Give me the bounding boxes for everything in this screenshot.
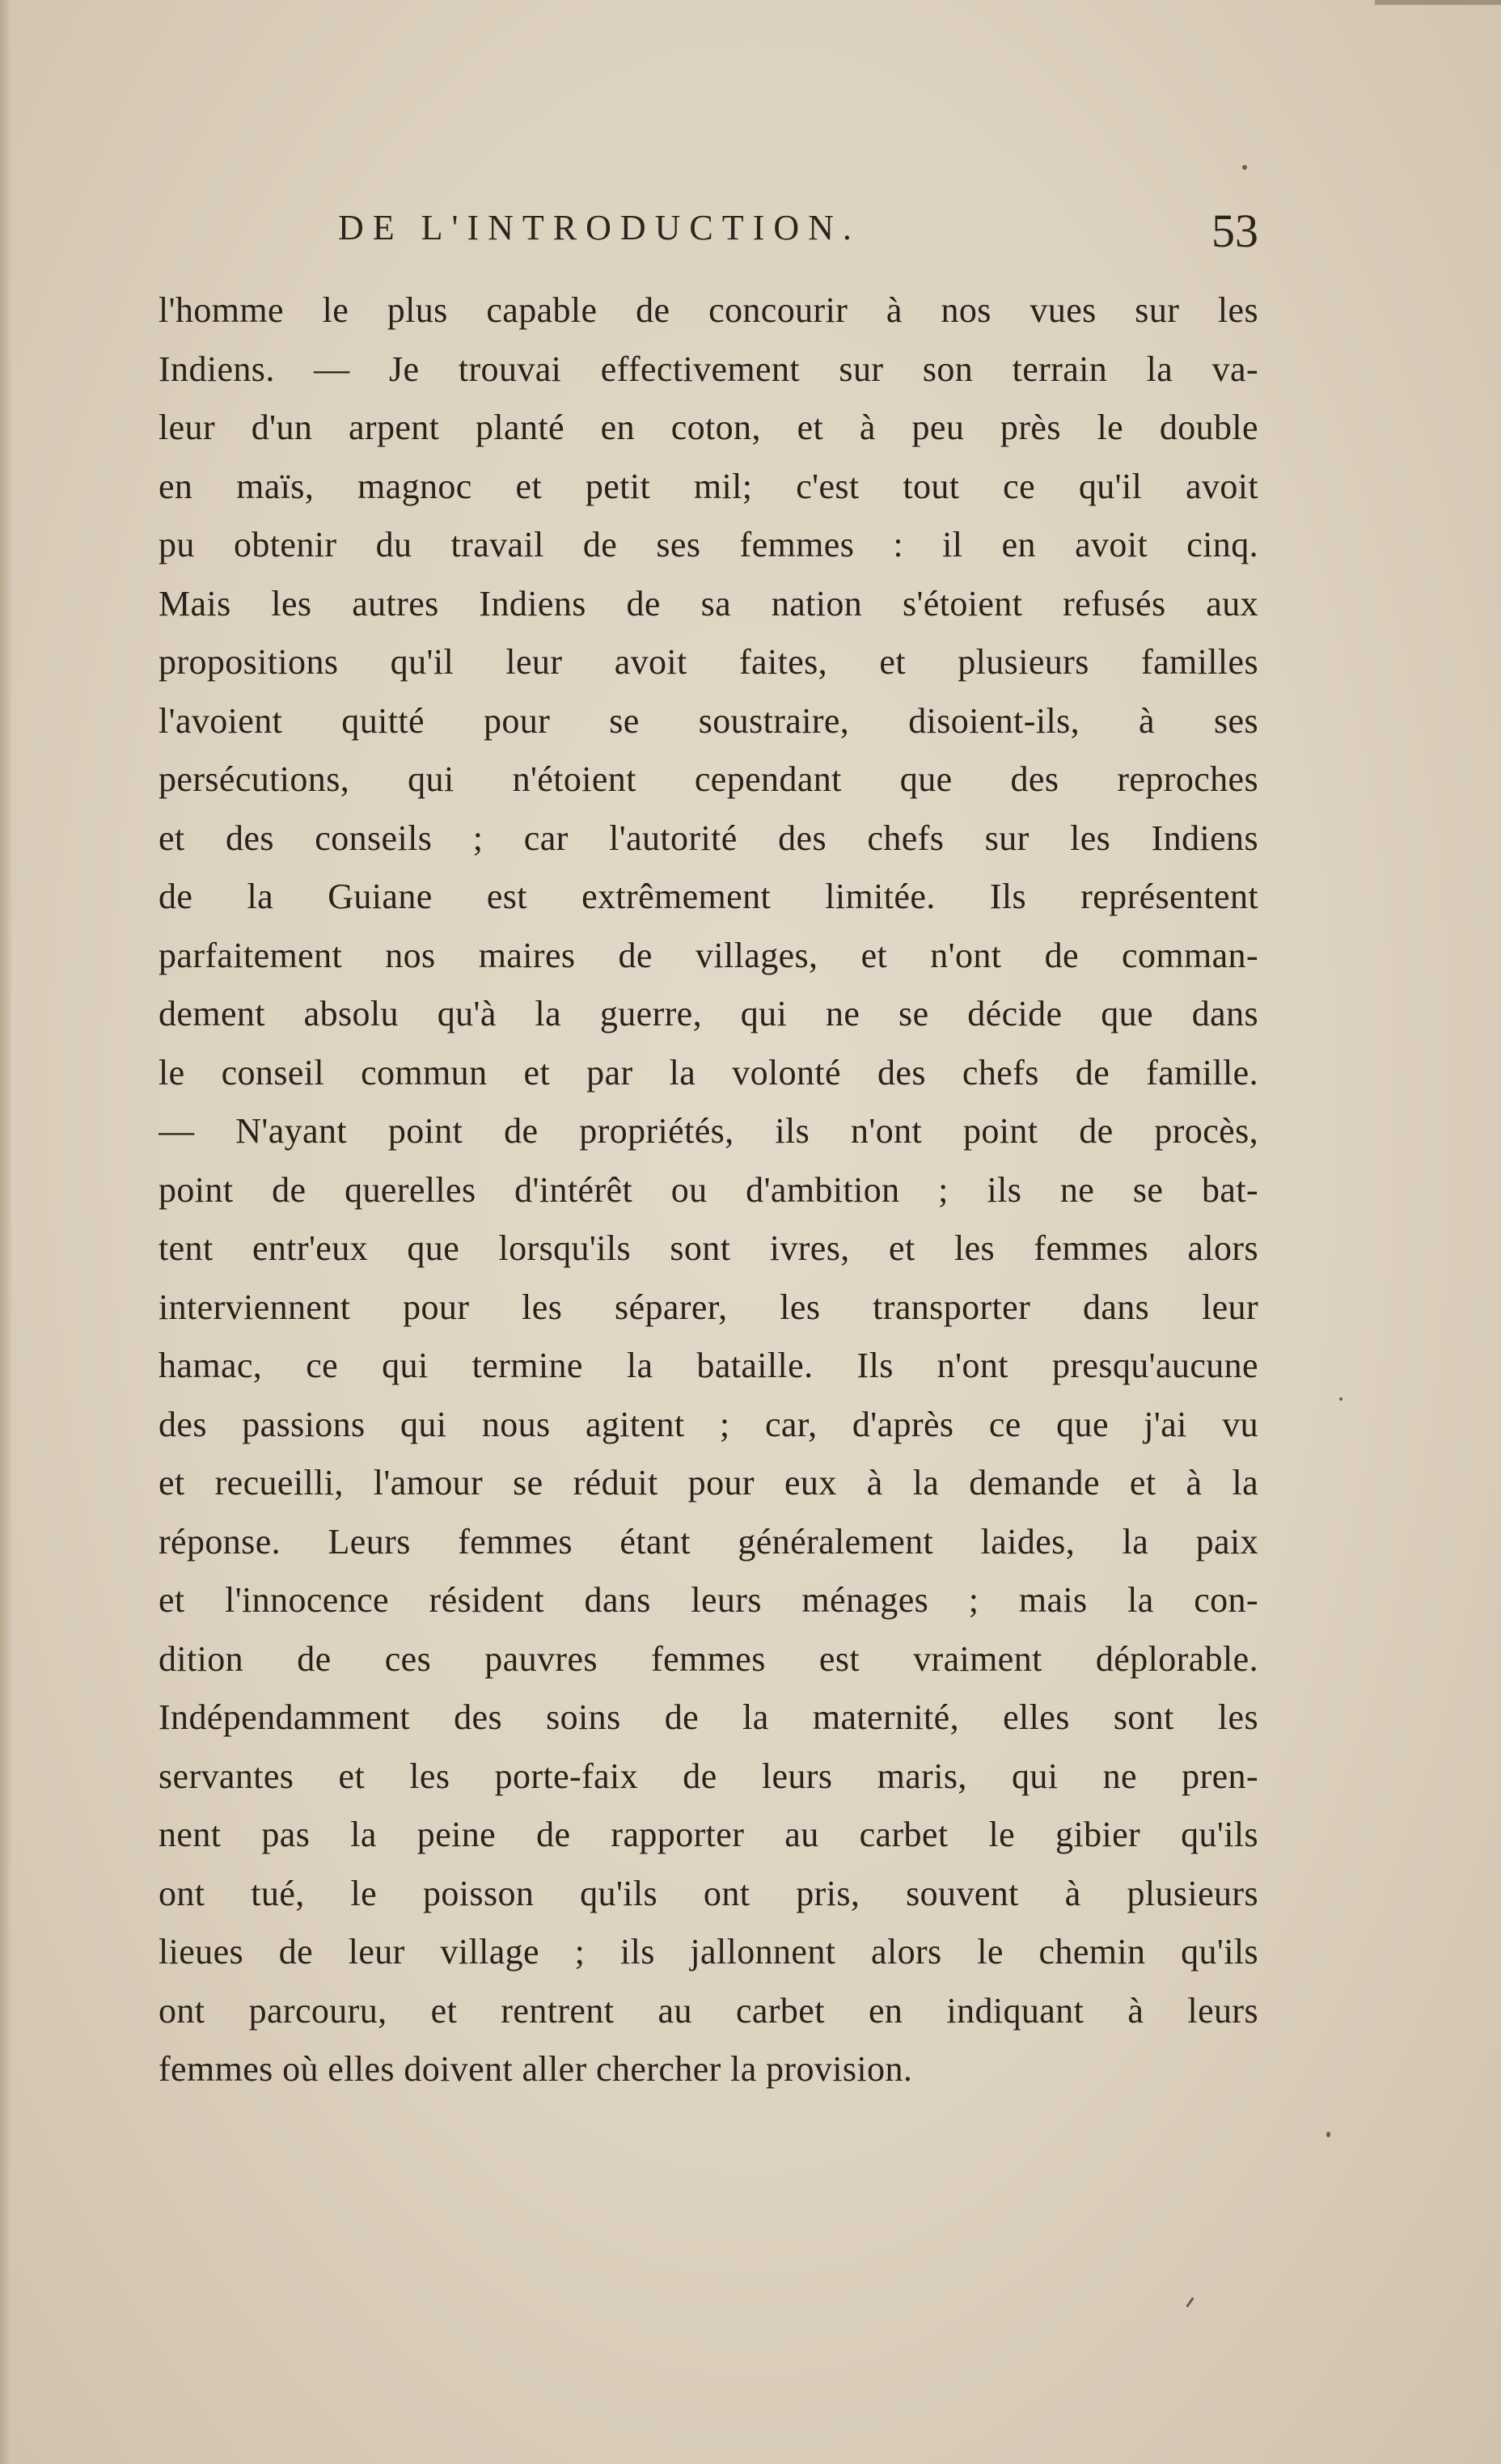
paper-speck bbox=[1326, 2132, 1330, 2137]
text-line: point de querelles d'intérêt ou d'ambition ; ils ne se bat- bbox=[159, 1169, 1258, 1210]
text-line: — N'ayant point de propriétés, ils n'ont point de procès, bbox=[159, 1111, 1258, 1151]
text-line: Indépendamment des soins de la maternité, elles sont les bbox=[159, 1697, 1258, 1737]
text-line: et des conseils ; car l'autorité des chefs sur les Indiens bbox=[159, 818, 1258, 858]
text-line: des passions qui nous agitent ; car, d'après ce que j'ai vu bbox=[159, 1404, 1258, 1444]
text-line: l'homme le plus capable de concourir à nos vues sur les bbox=[159, 290, 1258, 330]
text-line: de la Guiane est extrêmement limitée. Ils représentent bbox=[159, 877, 1258, 916]
page-binding-edge bbox=[0, 0, 11, 2464]
body-text bbox=[159, 281, 1258, 2109]
page-number: 53 bbox=[1211, 205, 1258, 257]
text-line: et l'innocence résident dans leurs ménages ; mais la con- bbox=[159, 1580, 1258, 1620]
paper-speck bbox=[1242, 165, 1247, 170]
text-line: en maïs, magnoc et petit mil; c'est tout ce qu'il avoit bbox=[159, 466, 1258, 506]
text-line: Indiens. — Je trouvai effectivement sur son terrain la va- bbox=[159, 349, 1258, 389]
page-header bbox=[159, 204, 1258, 268]
page-top-edge bbox=[1375, 0, 1501, 5]
text-line: lieues de leur village ; ils jallonnent alors le chemin qu'ils bbox=[159, 1932, 1258, 1972]
paper-speck bbox=[1339, 1397, 1342, 1401]
text-line: ont tué, le poisson qu'ils ont pris, souvent à plusieurs bbox=[159, 1873, 1258, 1913]
text-line: dition de ces pauvres femmes est vraiment déplorable. bbox=[159, 1638, 1258, 1679]
text-line: propositions qu'il leur avoit faites, et plusieurs familles bbox=[159, 642, 1258, 682]
text-line: réponse. Leurs femmes étant généralement laides, la paix bbox=[159, 1521, 1258, 1562]
text-line: parfaitement nos maires de villages, et n'ont de comman- bbox=[159, 935, 1258, 975]
text-line: et recueilli, l'amour se réduit pour eux à la demande et à la bbox=[159, 1463, 1258, 1502]
text-line: l'avoient quitté pour se soustraire, disoient-ils, à ses bbox=[159, 700, 1258, 741]
running-head: DE L'INTRODUCTION. bbox=[338, 208, 860, 247]
text-line: servantes et les porte-faix de leurs maris, qui ne pren- bbox=[159, 1756, 1258, 1796]
text-line: interviennent pour les séparer, les transporter dans leur bbox=[159, 1287, 1258, 1327]
text-line: dement absolu qu'à la guerre, qui ne se décide que dans bbox=[159, 994, 1258, 1033]
text-line: persécutions, qui n'étoient cependant que des reproches bbox=[159, 759, 1258, 799]
text-line: femmes où elles doivent aller chercher la provision. bbox=[159, 2049, 913, 2089]
paper-speck bbox=[1186, 2297, 1194, 2307]
text-line: nent pas la peine de rapporter au carbet le gibier qu'ils bbox=[159, 1815, 1258, 1854]
text-line: Mais les autres Indiens de sa nation s'étoient refusés aux bbox=[159, 583, 1258, 623]
text-line: leur d'un arpent planté en coton, et à peu près le double bbox=[159, 408, 1258, 447]
text-line: pu obtenir du travail de ses femmes : il en avoit cinq. bbox=[159, 525, 1258, 564]
text-line: hamac, ce qui termine la bataille. Ils n'ont presqu'aucune bbox=[159, 1346, 1258, 1385]
text-line: ont parcouru, et rentrent au carbet en indiquant à leurs bbox=[159, 1990, 1258, 2031]
text-line: tent entr'eux que lorsqu'ils sont ivres, et les femmes alors bbox=[159, 1228, 1258, 1268]
text-line: le conseil commun et par la volonté des chefs de famille. bbox=[159, 1052, 1258, 1093]
